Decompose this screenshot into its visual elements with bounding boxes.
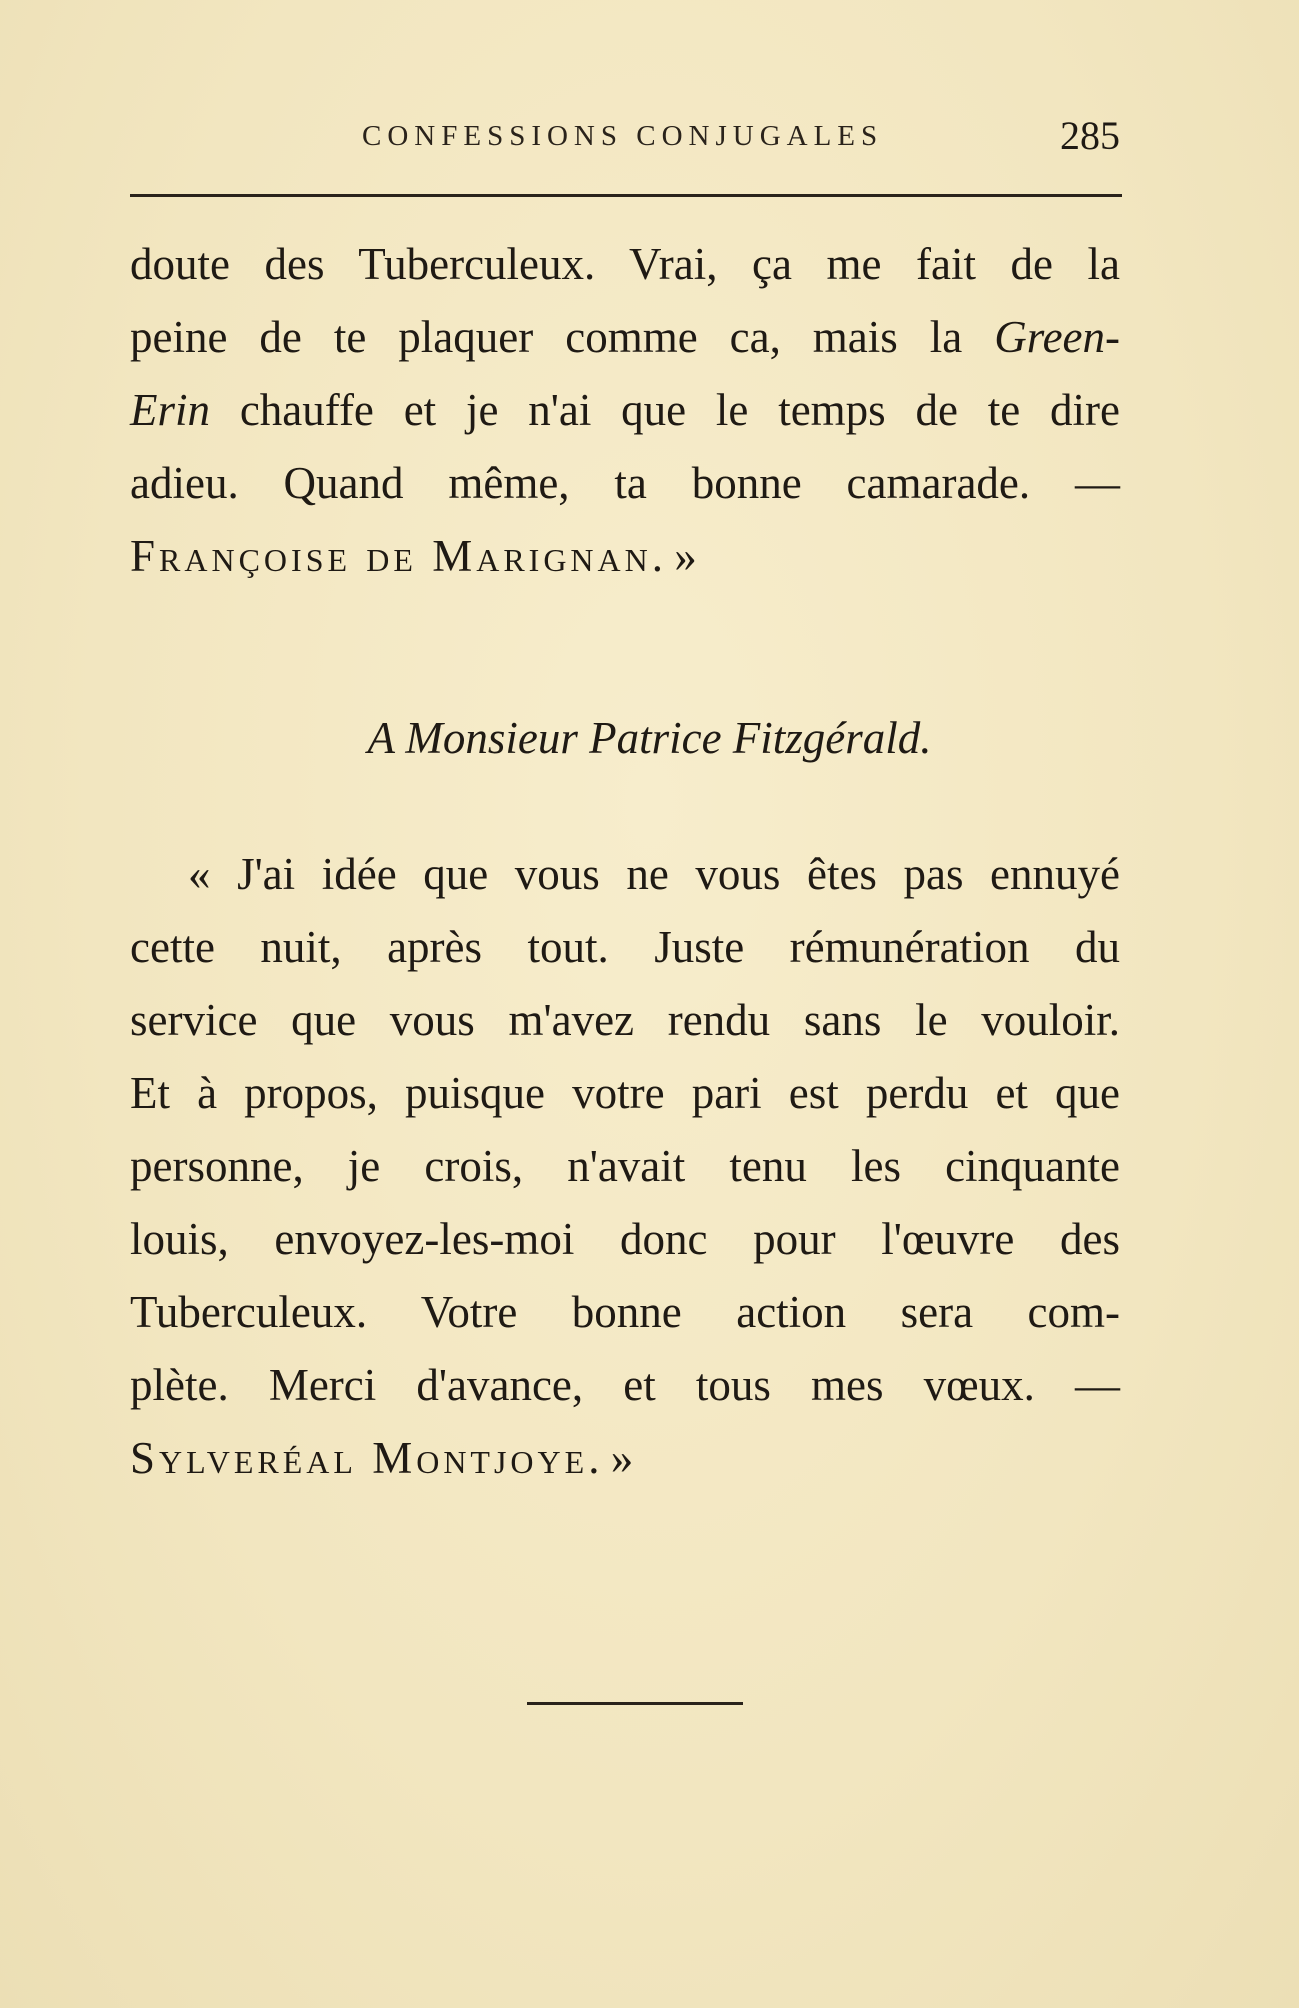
text-line: personne, je crois, n'avait tenu les cinquante (130, 1141, 1120, 1191)
text-line: peine de te plaquer comme ca, mais la Green- (130, 312, 1121, 362)
text-line: cette nuit, après tout. Juste rémunération du (130, 922, 1120, 972)
letter-address: A Monsieur Patrice Fitzgérald. (367, 713, 932, 763)
text-line: adieu. Quand même, ta bonne camarade. — (130, 458, 1120, 508)
text-line: service que vous m'avez rendu sans le vouloir. (130, 995, 1120, 1045)
running-title: CONFESSIONS CONJUGALES (362, 120, 884, 152)
text-line: doute des Tuberculeux. Vrai, ça me fait de la (130, 239, 1120, 289)
signature: Sylveréal Montjoye (130, 1433, 589, 1483)
end-rule (527, 1702, 743, 1705)
text-line: Et à propos, puisque votre pari est perdu et que (130, 1068, 1120, 1118)
text-line: Tuberculeux. Votre bonne action sera com- (130, 1287, 1120, 1337)
header-rule (130, 194, 1122, 197)
letter-two-paragraph (130, 838, 1120, 1495)
running-head (130, 112, 1120, 168)
signature-line: Sylveréal Montjoye. » (130, 1433, 634, 1483)
signature: Françoise de Marignan (130, 531, 652, 581)
italic-word: Green- (994, 312, 1121, 362)
italic-word: Erin (130, 385, 211, 435)
text-line: « J'ai idée que vous ne vous êtes pas ennuyé (188, 849, 1120, 899)
text-line: Erin chauffe et je n'ai que le temps de te dire (130, 385, 1121, 435)
page-number: 285 (1060, 113, 1120, 158)
text-line: louis, envoyez-les-moi donc pour l'œuvre des (130, 1214, 1120, 1264)
letter-one-paragraph (130, 228, 1120, 593)
signature-line: Françoise de Marignan. » (130, 531, 697, 581)
text-line: plète. Merci d'avance, et tous mes vœux. — (130, 1360, 1120, 1410)
